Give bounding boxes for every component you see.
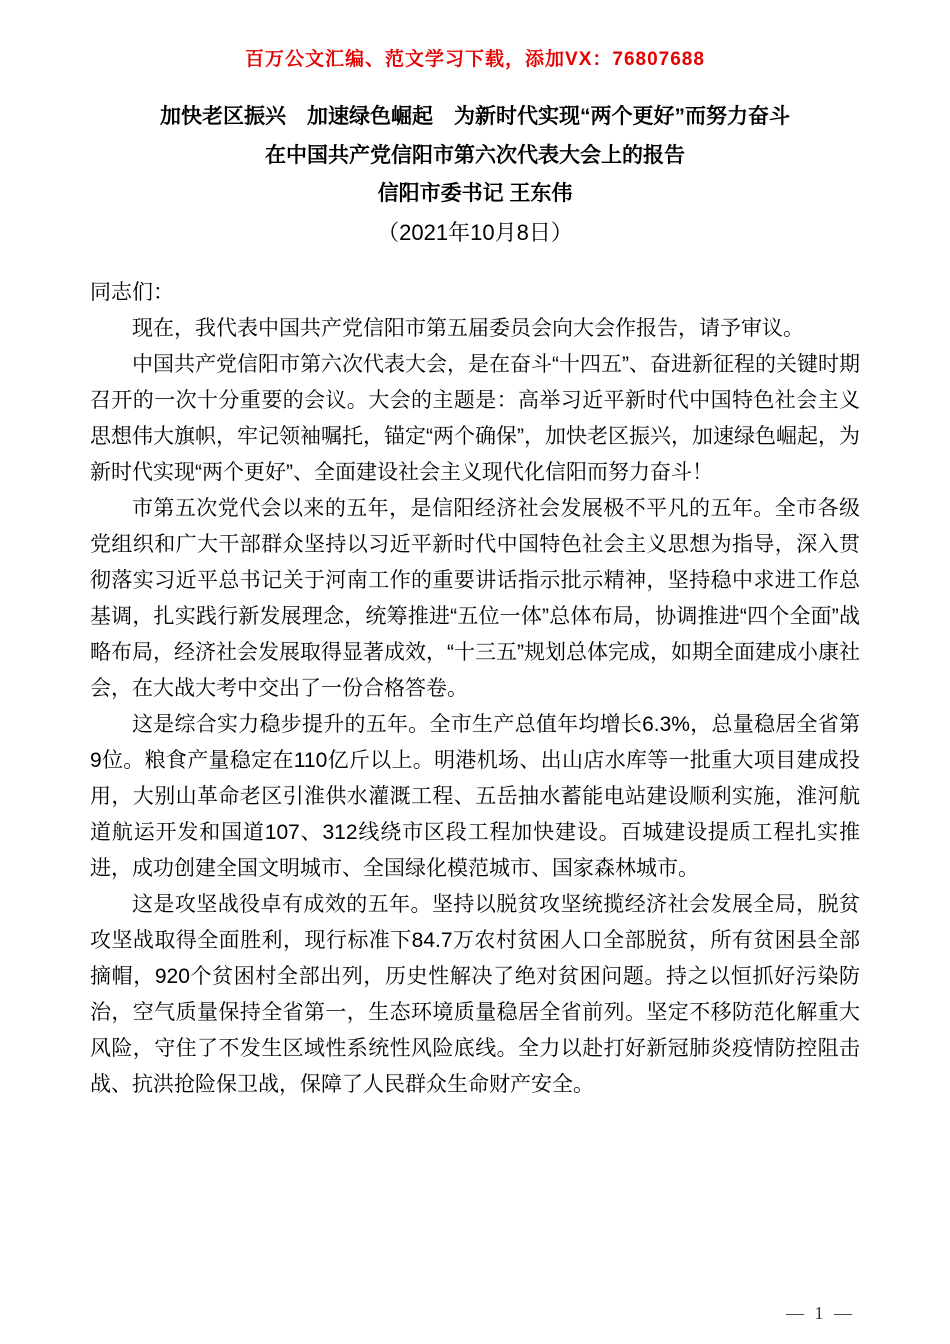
document-body xyxy=(90,275,860,1103)
watermark-header-notice: 百万公文汇编、范文学习下载，添加VX：76807688 xyxy=(245,49,705,70)
paragraph: 市第五次党代会以来的五年，是信阳经济社会发展极不平凡的五年。全市各级党组织和广大干部群众坚持以习近平新时代中国特色社会主义思想为指导，深入贯彻落实习近平总书记关于河南工作的重要讲话指示批示精神，坚持稳中求进工作总基调，扎实践行新发展理念，统筹推进“五位一体”总体布局，协调推进“四个全面”战略布局，经济社会发展取得显著成效，“十三五”规划总体完成，如期全面建成小康社会，在大战大考中交出了一份合格答卷。 xyxy=(90,497,860,700)
paragraph: 中国共产党信阳市第六次代表大会，是在奋斗“十四五”、奋进新征程的关键时期召开的一次十分重要的会议。大会的主题是：高举习近平新时代中国特色社会主义思想伟大旗帜，牢记领袖嘱托，锚定“两个确保”，加快老区振兴，加速绿色崛起，为新时代实现“两个更好”、全面建设社会主义现代化信阳而努力奋斗！ xyxy=(90,353,860,484)
document-subtitle: 在中国共产党信阳市第六次代表大会上的报告 xyxy=(265,144,685,167)
document-byline: 信阳市委书记 王东伟 xyxy=(377,182,573,205)
page-number: — 1 — xyxy=(786,1303,855,1323)
paragraph: 现在，我代表中国共产党信阳市第五届委员会向大会作报告，请予审议。 xyxy=(132,317,804,340)
paragraph: 这是综合实力稳步提升的五年。全市生产总值年均增长6.3%，总量稳居全省第9位。粮食产量稳定在110亿斤以上。明港机场、出山店水库等一批重大项目建成投用，大别山革命老区引淮供水灌溉工程、五岳抽水蓄能电站建设顺利实施，淮河航道航运开发和国道107、312线绕市区段工程加快建设。百城建设提质工程扎实推进，成功创建全国文明城市、全国绿化模范城市、国家森林城市。 xyxy=(90,713,860,880)
document-title: 加快老区振兴 加速绿色崛起 为新时代实现“两个更好”而努力奋斗 xyxy=(160,105,790,128)
paragraphs-container xyxy=(90,311,860,1103)
paragraph: 这是攻坚战役卓有成效的五年。坚持以脱贫攻坚统揽经济社会发展全局，脱贫攻坚战取得全面胜利，现行标准下84.7万农村贫困人口全部脱贫，所有贫困县全部摘帽，920个贫困村全部出列，历史性解决了绝对贫困问题。持之以恒抓好污染防治，空气质量保持全省第一，生态环境质量稳居全省前列。坚定不移防范化解重大风险，守住了不发生区域性系统性风险底线。全力以赴打好新冠肺炎疫情防控阻击战、抗洪抢险保卫战，保障了人民群众生命财产安全。 xyxy=(90,893,860,1096)
salutation: 同志们： xyxy=(90,281,174,304)
document-date: （2021年10月8日） xyxy=(377,220,573,245)
